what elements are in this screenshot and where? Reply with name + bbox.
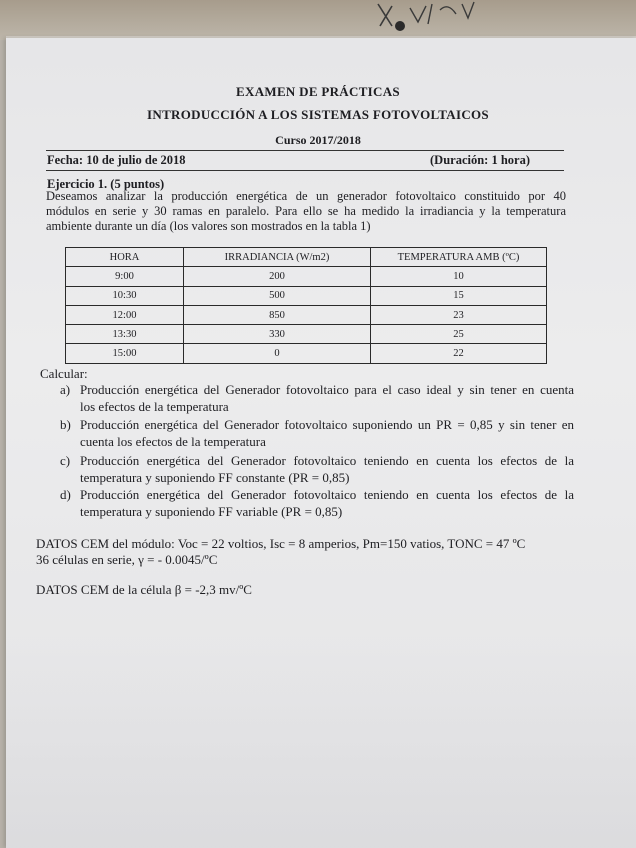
cell-temperatura: 23 (371, 305, 547, 324)
question-letter: d) (60, 487, 71, 502)
cell-hora: 10:30 (66, 286, 184, 305)
header-rule-top (46, 150, 564, 151)
cell-temperatura: 22 (371, 344, 547, 363)
exam-title: EXAMEN DE PRÁCTICAS (236, 84, 400, 99)
question-line: Producción energética del Generador fotovoltaico teniendo en cuenta los efectos de la (80, 453, 574, 468)
module-data-line-2: 36 células en serie, γ = - 0.0045/ºC (36, 552, 218, 567)
question-line: cuenta los efectos de la temperatura (80, 434, 266, 449)
cell-hora: 13:30 (66, 325, 184, 344)
statement-line: Deseamos analizar la producción energética de un generador fotovoltaico constituido por 40 (46, 189, 566, 203)
cell-temperatura: 15 (371, 286, 547, 305)
question-letter: c) (60, 453, 71, 468)
cell-irradiancia: 0 (184, 344, 371, 363)
cell-irradiancia: 850 (184, 305, 371, 324)
statement-line: módulos en serie y 30 ramas en paralelo. Para ello se ha medido la irradiancia y la temperatura (46, 204, 566, 218)
question-letter: a) (60, 382, 71, 397)
exam-subject: INTRODUCCIÓN A LOS SISTEMAS FOTOVOLTAICOS (147, 107, 489, 122)
col-header-hora: HORA (66, 248, 184, 267)
question-line: Producción energética del Generador fotovoltaico suponiendo un PR = 0,85 y sin tener en (80, 417, 574, 432)
col-header-temperatura: TEMPERATURA AMB (ºC) (371, 248, 547, 267)
cell-irradiancia: 500 (184, 286, 371, 305)
measurements-table (65, 247, 547, 364)
question-line: temperatura y suponiendo FF variable (PR = 0,85) (80, 504, 343, 519)
table-row (66, 286, 547, 305)
question-line: Producción energética del Generador fotovoltaico teniendo en cuenta los efectos de la (80, 487, 574, 502)
exam-course: Curso 2017/2018 (275, 133, 361, 147)
header-rule-bottom (46, 170, 564, 171)
question-line: temperatura y suponiendo FF constante (PR = 0,85) (80, 470, 350, 485)
questions-label: Calcular: (40, 366, 88, 381)
table-row (66, 305, 547, 324)
table-row (66, 325, 547, 344)
table-row (66, 344, 547, 363)
cell-hora: 15:00 (66, 344, 184, 363)
question-line: Producción energética del Generador fotovoltaico para el caso ideal y sin tener en cuenta (80, 382, 574, 397)
module-data-line: DATOS CEM del módulo: Voc = 22 voltios, Isc = 8 amperios, Pm=150 vatios, TONC = 47 ºC (36, 536, 526, 551)
question-line: los efectos de la temperatura (80, 399, 229, 414)
cell-hora: 12:00 (66, 305, 184, 324)
exercise-statement (46, 189, 566, 234)
col-header-irradiancia: IRRADIANCIA (W/m2) (184, 248, 371, 267)
exam-duration: (Duración: 1 hora) (430, 153, 530, 167)
table-row (66, 267, 547, 286)
table-header-row (66, 248, 547, 267)
statement-line: ambiente durante un día (los valores son mostrados en la tabla 1) (46, 219, 371, 233)
cell-hora: 9:00 (66, 267, 184, 286)
question-letter: b) (60, 417, 71, 432)
cell-data-line: DATOS CEM de la célula β = -2,3 mv/ºC (36, 582, 252, 597)
cell-temperatura: 25 (371, 325, 547, 344)
background-strip (0, 0, 636, 40)
cell-temperatura: 10 (371, 267, 547, 286)
cell-irradiancia: 200 (184, 267, 371, 286)
cell-irradiancia: 330 (184, 325, 371, 344)
exam-date: Fecha: 10 de julio de 2018 (47, 153, 186, 167)
handwritten-mark (370, 0, 490, 38)
exercise-title: Ejercicio 1. (5 puntos) (47, 177, 165, 191)
